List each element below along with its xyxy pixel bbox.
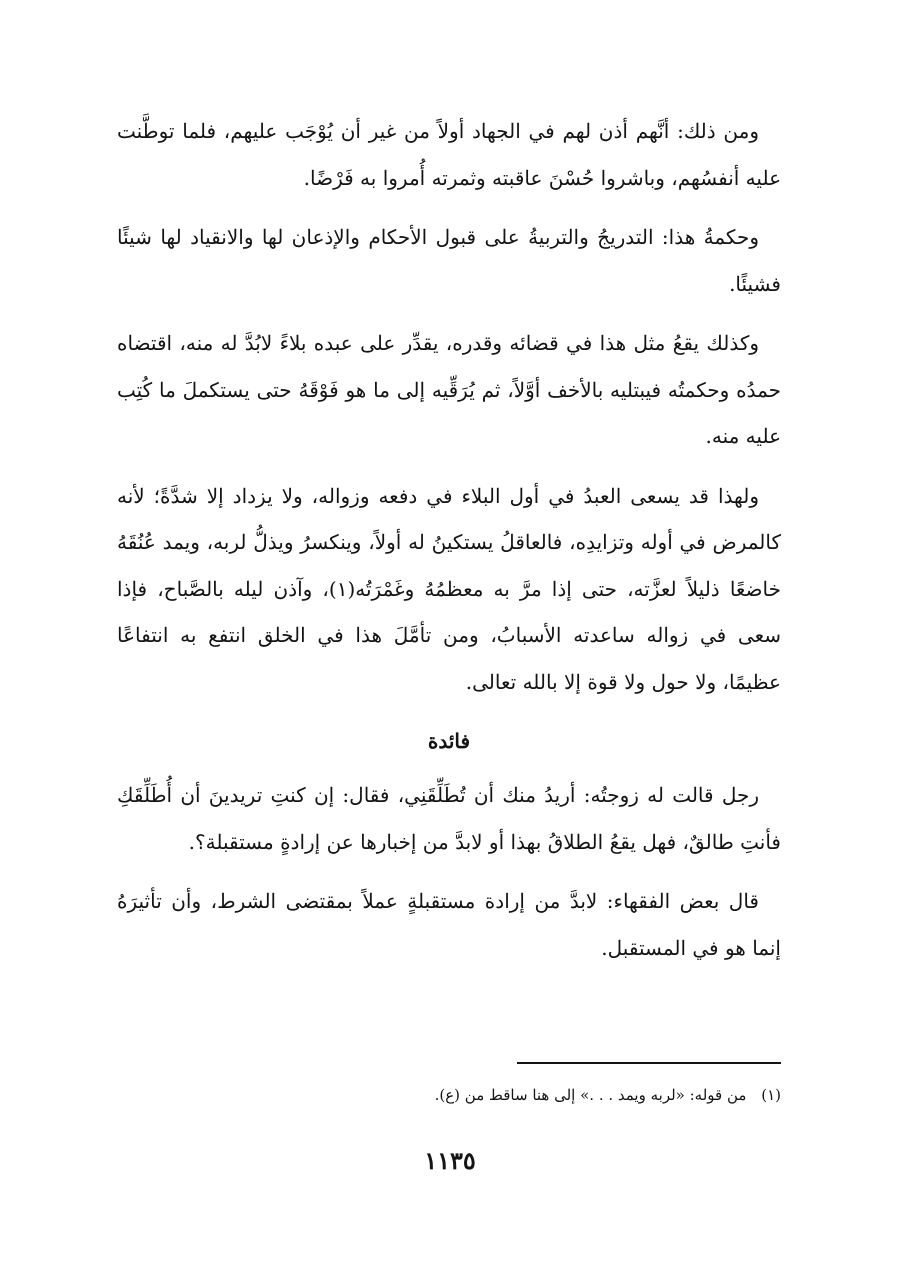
paragraph: وكذلك يقعُ مثل هذا في قضائه وقدره، يقدِّر على عبده بلاءً لابُدَّ له منه، اقتضاه حمدُه وحكمتُه فيبتليه بالأخف أوَّلاً، ثم يُرَقِّيه إلى ما هو فَوْقَهُ حتى يستكملَ ما كُتِب عليه منه.	[117, 331, 781, 448]
section-heading: فائدة	[427, 729, 471, 753]
paragraph: وحكمةُ هذا: التدريجُ والتربيةُ على قبول الأحكام والإذعان لها والانقياد لها شيئًا فشيئًا.	[117, 225, 781, 296]
paragraph: رجل قالت له زوجتُه: أريدُ منك أن تُطَلِّقَنِي، فقال: إن كنتِ تريدينَ أن أُطَلِّقَكِ فأنتِ طالقٌ، فهل يقعُ الطلاقُ بهذا أو لابدَّ من إخبارها عن إرادةٍ مستقبلة؟.	[117, 783, 781, 854]
paragraph: ومن ذلك: أنَّهم أذن لهم في الجهاد أولاً من غير أن يُوْجَب عليهم، فلما توطَّنت عليه أنفسُهم، وباشروا حُسْنَ عاقبته وثمرته أُمروا به فَرْضًا.	[117, 119, 781, 190]
paragraph: ولهذا قد يسعى العبدُ في أول البلاء في دفعه وزواله، ولا يزداد إلا شدَّةً؛ لأنه كالمرض في أوله وتزايدِه، فالعاقلُ يستكينُ له أولاً، وينكسرُ ويذلُّ لربه، ويمد عُنُقَهُ خاضعًا ذليلاً لعزَّته، حتى إذا مرَّ به معظمُهُ وغَمْرَتُه(١)، وآذن ليله بالصَّباح، فإذا سعى في زواله ساعدته الأسبابُ، ومن تأمَّلَ هذا في الخلق انتفع به انتفاعًا عظيمًا، ولا حول ولا قوة إلا بالله تعالى.	[117, 483, 781, 694]
page-number: ١١٣٥	[424, 1146, 476, 1175]
paragraph: قال بعض الفقهاء: لابدَّ من إرادة مستقبلةٍ عملاً بمقتضى الشرط، وأن تأثيرَهُ إنما هو في المستقبل.	[117, 889, 781, 960]
footnote	[117, 1082, 781, 1108]
footnote-divider	[517, 1062, 781, 1064]
footnote-text: من قوله: «لربه ويمد . . .» إلى هنا ساقط من (ع).	[434, 1086, 747, 1104]
footnote-marker: (١)	[761, 1086, 781, 1104]
body-text	[117, 108, 781, 984]
